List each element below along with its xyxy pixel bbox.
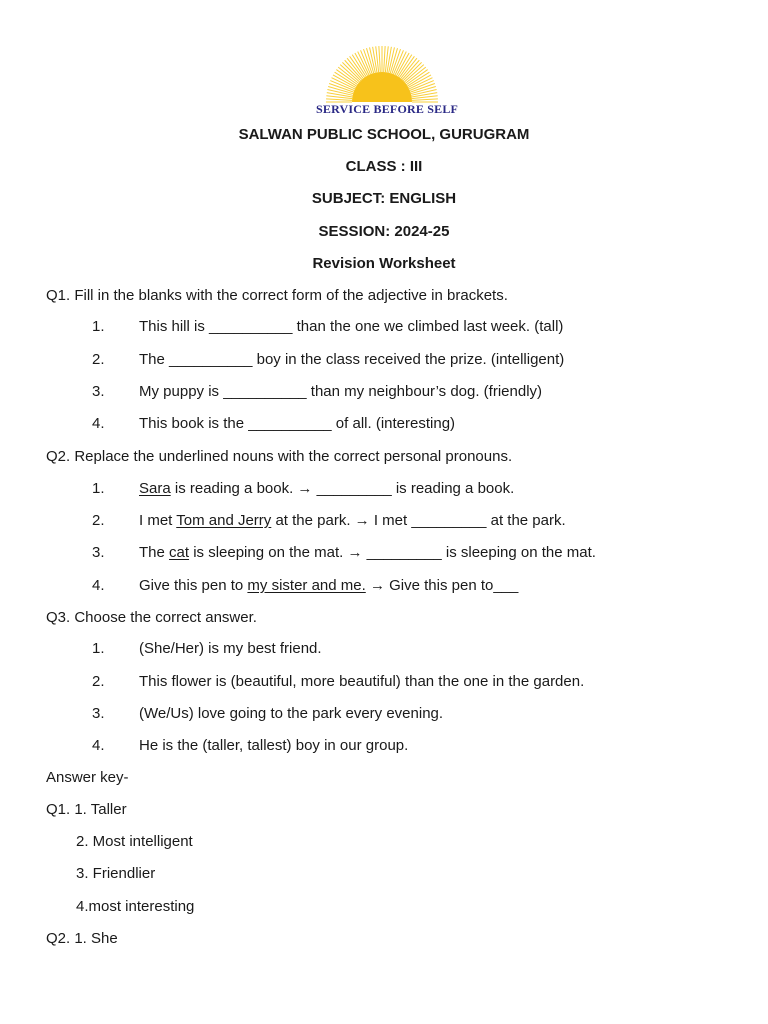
school-name: SALWAN PUBLIC SCHOOL, GURUGRAM xyxy=(238,126,530,143)
worksheet-title: Revision Worksheet xyxy=(312,255,456,272)
q3-item-4-number: 4. xyxy=(92,737,105,754)
underlined-noun: cat xyxy=(169,544,190,561)
q2-item-1-text: Sara is reading a book. → _________ is reading a book. xyxy=(139,480,515,497)
q3-item-2-text: This flower is (beautiful, more beautiful) than the one in the garden. xyxy=(139,673,585,690)
q1-item-4-number: 4. xyxy=(92,415,105,432)
answer-q1-1: Q1. 1. Taller xyxy=(46,801,127,818)
q2-item-3-number: 3. xyxy=(92,544,105,561)
answer-q2-1: Q2. 1. She xyxy=(46,930,118,947)
q2-item-4-text: Give this pen to my sister and me. → Give this pen to___ xyxy=(139,577,519,594)
q2-prompt: Q2. Replace the underlined nouns with the correct personal pronouns. xyxy=(46,448,513,465)
sun-disc xyxy=(352,72,412,102)
q3-prompt: Q3. Choose the correct answer. xyxy=(46,609,257,626)
q3-item-2-number: 2. xyxy=(92,673,105,690)
underlined-noun: Sara xyxy=(139,480,171,497)
q1-item-2-text: The __________ boy in the class received the prize. (intelligent) xyxy=(139,351,565,368)
q3-item-4-text: He is the (taller, tallest) boy in our group. xyxy=(139,737,409,754)
q2-item-3-text: The cat is sleeping on the mat. → _________ is sleeping on the mat. xyxy=(139,544,596,561)
q2-item-1-number: 1. xyxy=(92,480,105,497)
q1-item-4-text: This book is the __________ of all. (interesting) xyxy=(139,415,456,432)
sun-ray xyxy=(384,46,385,72)
class-label: CLASS : III xyxy=(345,158,423,175)
sun-ray xyxy=(379,46,380,72)
answer-q1-4: 4.most interesting xyxy=(76,898,195,915)
q1-item-2-number: 2. xyxy=(92,351,105,368)
q1-item-3-text: My puppy is __________ than my neighbour’s dog. (friendly) xyxy=(139,383,543,400)
sun-ray xyxy=(326,99,352,100)
answer-q1-3: 3. Friendlier xyxy=(76,865,156,882)
q1-item-3-number: 3. xyxy=(92,383,105,400)
q1-item-1-text: This hill is __________ than the one we climbed last week. (tall) xyxy=(139,318,564,335)
q3-item-3-text: (We/Us) love going to the park every evening. xyxy=(139,705,444,722)
q2-item-2-number: 2. xyxy=(92,512,105,529)
underlined-noun: Tom and Jerry xyxy=(176,512,272,529)
q3-item-1-number: 1. xyxy=(92,640,105,657)
sun-logo-icon xyxy=(316,44,448,104)
q3-item-3-number: 3. xyxy=(92,705,105,722)
sun-ray xyxy=(412,99,438,100)
answer-q1-2: 2. Most intelligent xyxy=(76,833,193,850)
q1-item-1-number: 1. xyxy=(92,318,105,335)
answer-key-title: Answer key- xyxy=(46,769,129,786)
logo-motto: SERVICE BEFORE SELF xyxy=(316,102,459,116)
q1-prompt: Q1. Fill in the blanks with the correct form of the adjective in brackets. xyxy=(46,287,508,304)
underlined-noun: my sister and me. xyxy=(247,577,366,594)
school-logo xyxy=(316,44,459,120)
subject-label: SUBJECT: ENGLISH xyxy=(311,190,457,207)
q2-item-4-number: 4. xyxy=(92,577,105,594)
q3-item-1-text: (She/Her) is my best friend. xyxy=(139,640,322,657)
q2-item-2-text: I met Tom and Jerry at the park. → I met _________ at the park. xyxy=(139,512,566,529)
session-label: SESSION: 2024-25 xyxy=(318,223,450,240)
